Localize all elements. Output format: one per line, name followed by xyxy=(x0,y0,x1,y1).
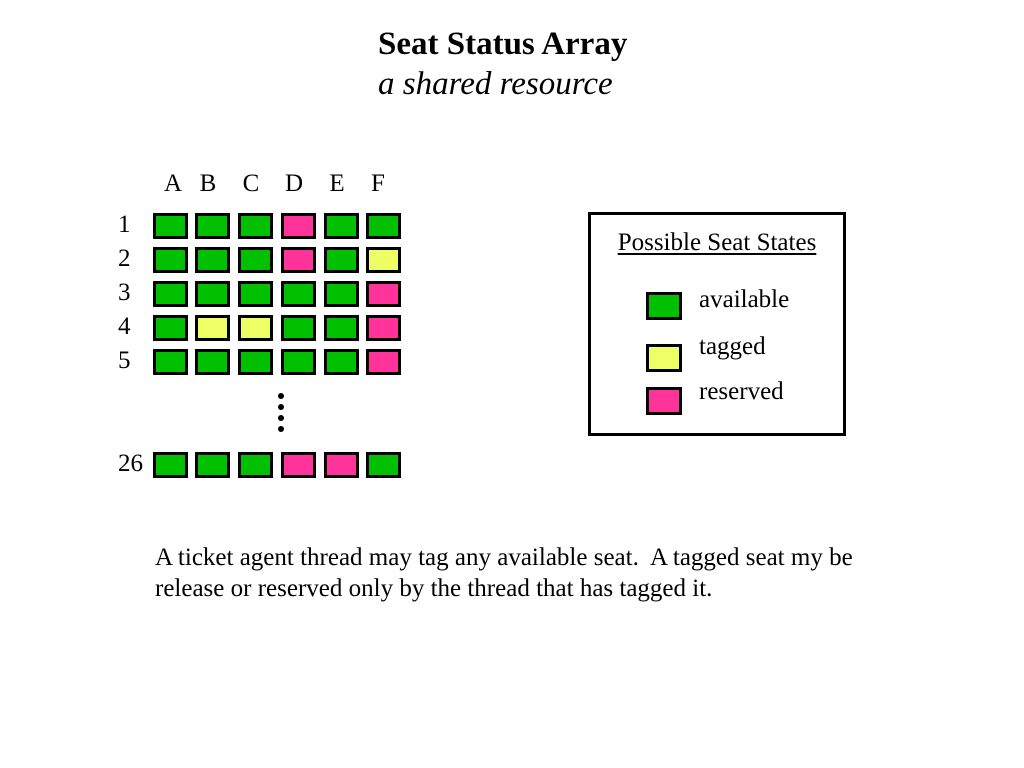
seat-2c xyxy=(238,247,273,273)
column-header-c: C xyxy=(242,170,260,197)
seat-26b xyxy=(195,452,230,478)
seat-5d xyxy=(281,349,316,375)
seat-2f xyxy=(366,247,401,273)
seat-2e xyxy=(324,247,359,273)
seat-2d xyxy=(281,247,316,273)
seat-2a xyxy=(153,247,188,273)
column-header-b: B xyxy=(199,170,217,197)
seat-1a xyxy=(153,213,188,239)
seat-5c xyxy=(238,349,273,375)
seat-4a xyxy=(153,315,188,341)
seat-2b xyxy=(195,247,230,273)
row-label: 5 xyxy=(118,347,131,374)
ellipsis-dot xyxy=(278,415,284,421)
row-label: 26 xyxy=(118,450,143,477)
seat-1c xyxy=(238,213,273,239)
seat-3b xyxy=(195,281,230,307)
seat-4f xyxy=(366,315,401,341)
legend-title: Possible Seat States xyxy=(617,229,817,256)
seat-3a xyxy=(153,281,188,307)
seat-4b xyxy=(195,315,230,341)
legend-swatch-reserved xyxy=(646,387,682,415)
seat-26f xyxy=(366,452,401,478)
column-header-e: E xyxy=(329,170,345,197)
note-line: release or reserved only by the thread that has tagged it. xyxy=(155,575,713,602)
legend-label: available xyxy=(699,286,790,313)
row-label: 1 xyxy=(118,211,131,238)
row-label: 2 xyxy=(118,245,131,272)
seat-1f xyxy=(366,213,401,239)
seat-26d xyxy=(281,452,316,478)
column-header-a: A xyxy=(163,170,183,197)
seat-3c xyxy=(238,281,273,307)
seat-4d xyxy=(281,315,316,341)
note-paragraph xyxy=(155,542,853,604)
seat-3d xyxy=(281,281,316,307)
seat-1e xyxy=(324,213,359,239)
ellipsis-dot xyxy=(278,426,284,432)
row-ellipsis xyxy=(278,393,284,435)
note-line: A ticket agent thread may tag any available seat. A tagged seat my be xyxy=(155,544,853,571)
seat-26e xyxy=(324,452,359,478)
column-header-d: D xyxy=(284,170,304,197)
row-label: 3 xyxy=(118,279,131,306)
seat-1d xyxy=(281,213,316,239)
seat-26a xyxy=(153,452,188,478)
seat-4e xyxy=(324,315,359,341)
seat-grid xyxy=(110,165,410,485)
seat-3e xyxy=(324,281,359,307)
legend-swatch-available xyxy=(646,292,682,320)
seat-5b xyxy=(195,349,230,375)
seat-1b xyxy=(195,213,230,239)
seat-3f xyxy=(366,281,401,307)
legend-label: tagged xyxy=(699,333,766,360)
seat-5e xyxy=(324,349,359,375)
page-subtitle: a shared resource xyxy=(378,66,613,102)
row-label: 4 xyxy=(118,313,131,340)
seat-4c xyxy=(238,315,273,341)
seat-5f xyxy=(366,349,401,375)
page-title: Seat Status Array xyxy=(378,26,628,62)
column-header-f: F xyxy=(371,170,385,197)
seat-26c xyxy=(238,452,273,478)
ellipsis-dot xyxy=(278,404,284,410)
legend-swatch-tagged xyxy=(646,344,682,372)
seat-5a xyxy=(153,349,188,375)
ellipsis-dot xyxy=(278,393,284,399)
legend-label: reserved xyxy=(699,378,784,405)
